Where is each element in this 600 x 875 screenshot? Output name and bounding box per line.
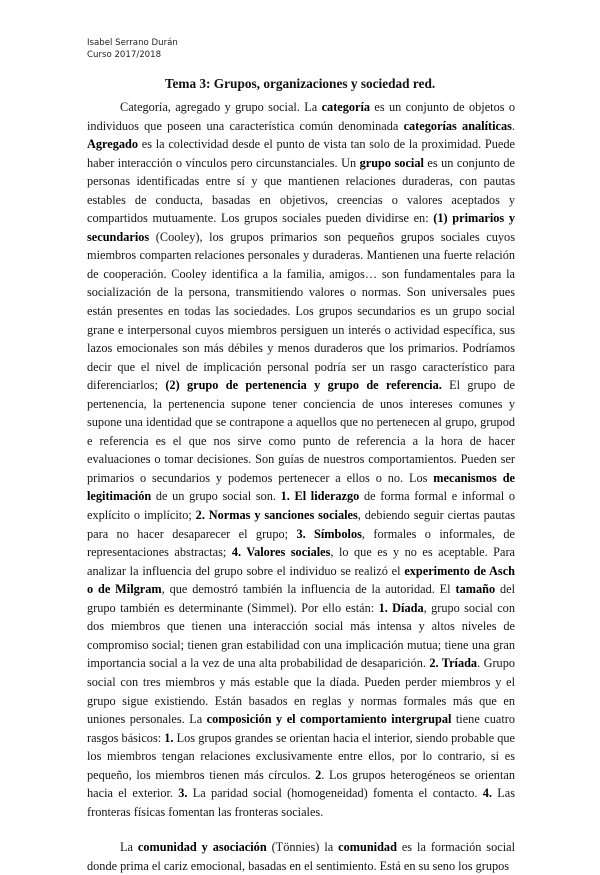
text-run: Los grupos grandes se orientan hacia el interior, siendo probable que los miembros tengan relaciones exclusivamente entre ellos, por lo contrario, si es pequeño, los miembros tienen más círculos.	[87, 730, 515, 782]
course-year: Curso 2017/2018	[87, 49, 162, 60]
text-run: es un conjunto de objetos o individuos que poseen una característica común denominada	[87, 100, 516, 133]
text-run: . Los grupos heterogéneos se orientan hacia el exterior.	[87, 767, 515, 801]
bold-term: composición y el comportamiento intergrupal	[206, 712, 452, 727]
paragraph-community	[87, 838, 515, 875]
bold-term: Agregado	[87, 137, 139, 152]
text-run: , lo que es y no es aceptable. Para analizar la influencia del grupo sobre el individuo se realizó el	[87, 545, 516, 578]
bold-term: 1. Díada	[378, 600, 424, 615]
bold-term: 4. Valores sociales	[231, 545, 331, 560]
bold-term: 3.	[178, 786, 188, 801]
bold-term: 2. Tríada	[429, 656, 478, 671]
text-run: es la formación social donde prima el cariz emocional, basadas en el sentimiento. Está en su seno los grupos	[87, 840, 515, 873]
text-run: del grupo también es determinante (Simmel). Por ello están:	[87, 582, 515, 615]
bold-term: grupo social	[359, 155, 424, 170]
document-body	[87, 98, 515, 875]
bold-term: (2) grupo de pertenencia y grupo de referencia.	[165, 378, 442, 393]
bold-term: mecanismos de legitimación	[87, 470, 515, 504]
text-run: , formales o informales, de representaciones abstractas;	[87, 526, 515, 560]
bold-term: 2. Normas y sanciones sociales	[195, 508, 358, 523]
bold-term: 1. El liderazgo	[280, 489, 360, 504]
bold-term: comunidad y asociación	[137, 840, 267, 855]
text-run: , que demostró también la influencia de la autoridad. El	[161, 582, 456, 597]
text-run: es un conjunto de personas identificadas entre sí y que mantienen relaciones duraderas, con pautas estables de conducta, basadas en objetivos, creencias o valores aceptados y compartidos mutuamente. Los grupos sociales pueden dividirse en:	[87, 155, 515, 226]
text-run: La paridad social (homogeneidad) fomenta el contacto.	[187, 786, 483, 801]
text-run: , grupo social con dos miembros que tienen una interacción social más intensa y altos niveles de compromiso social; tienen gran estabilidad con una implicación mutua; tiene una gran importancia social a la vez de una alta probabilidad de desaparición.	[87, 600, 515, 671]
text-run: Las fronteras físicas fomentan las fronteras sociales.	[87, 786, 515, 819]
bold-term: 4.	[482, 786, 492, 801]
document-header	[87, 38, 178, 61]
bold-term: comunidad	[338, 840, 397, 855]
text-run: es la colectividad desde el punto de vista tan solo de la proximidad. Puede haber interacción o vínculos pero circunstanciales. Un	[87, 137, 515, 170]
page-title: Tema 3: Grupos, organizaciones y sociedad red.	[164, 76, 436, 91]
text-run: tiene cuatro rasgos básicos:	[87, 712, 516, 745]
bold-term: categoría	[321, 100, 371, 114]
paragraph-groups	[87, 98, 515, 821]
text-run: El grupo de pertenencia, la pertenencia supone tener conciencia de unos intereses comunes y supone una identidad que se contrapone a aquellos que no pertenecen al grupo, grupod e referencia es el que nos sirve como punto de referencia a la hora de hacer evaluaciones o tomar decisiones. Son guías de nuestros comportamientos. Pueden ser primarios o secundarios y podemos pertenecer a ellos o no. Los	[87, 378, 515, 485]
text-run: . Grupo social con tres miembros y más estable que la díada. Pueden perder miembros y el grupo sigue existiendo. Están basados en reglas y normas formales más que en uniones personales. La	[87, 656, 515, 727]
text-run: .	[511, 118, 515, 133]
bold-term: 3. Símbolos	[296, 526, 362, 541]
bold-term: tamaño	[455, 582, 496, 597]
text-run: Categoría, agregado y grupo social. La	[120, 100, 322, 114]
text-run: La	[120, 840, 138, 855]
text-run: , debiendo seguir ciertas pautas para no hacer desaparecer el grupo;	[87, 508, 516, 541]
bold-term: (1) primarios y secundarios	[87, 211, 515, 244]
author-name: Isabel Serrano Durán	[87, 38, 178, 48]
text-run: (Tönnies) la	[266, 840, 339, 855]
text-run: de un grupo social son.	[151, 489, 281, 504]
bold-term: 2	[315, 767, 322, 782]
bold-term: categorías analíticas	[403, 118, 512, 133]
text-run: de forma formal e informal o explícito o implícito;	[87, 489, 515, 523]
bold-term: 1.	[164, 730, 174, 745]
text-run: (Cooley), los grupos primarios son pequeños grupos sociales cuyos miembros comparten relaciones personales y duraderas. Mantienen una fuerte relación de cooperación. Cooley identifica a la familia, amigos… son fundamentales para la socialización de la persona, transmitiendo valores o normas. Son universales pues están presentes en todas las sociedades. Los grupos secundarios es un grupo social grane e interpersonal cuyos miembros persiguen un interés o actividad específica, sus lazos emocionales son más débiles y menos duraderos que los primarios. Podríamos decir que el nivel de implicación personal podría ser un rasgo característico para diferenciarlos;	[87, 229, 515, 393]
bold-term: experimento de Asch o de Milgram	[87, 563, 515, 597]
